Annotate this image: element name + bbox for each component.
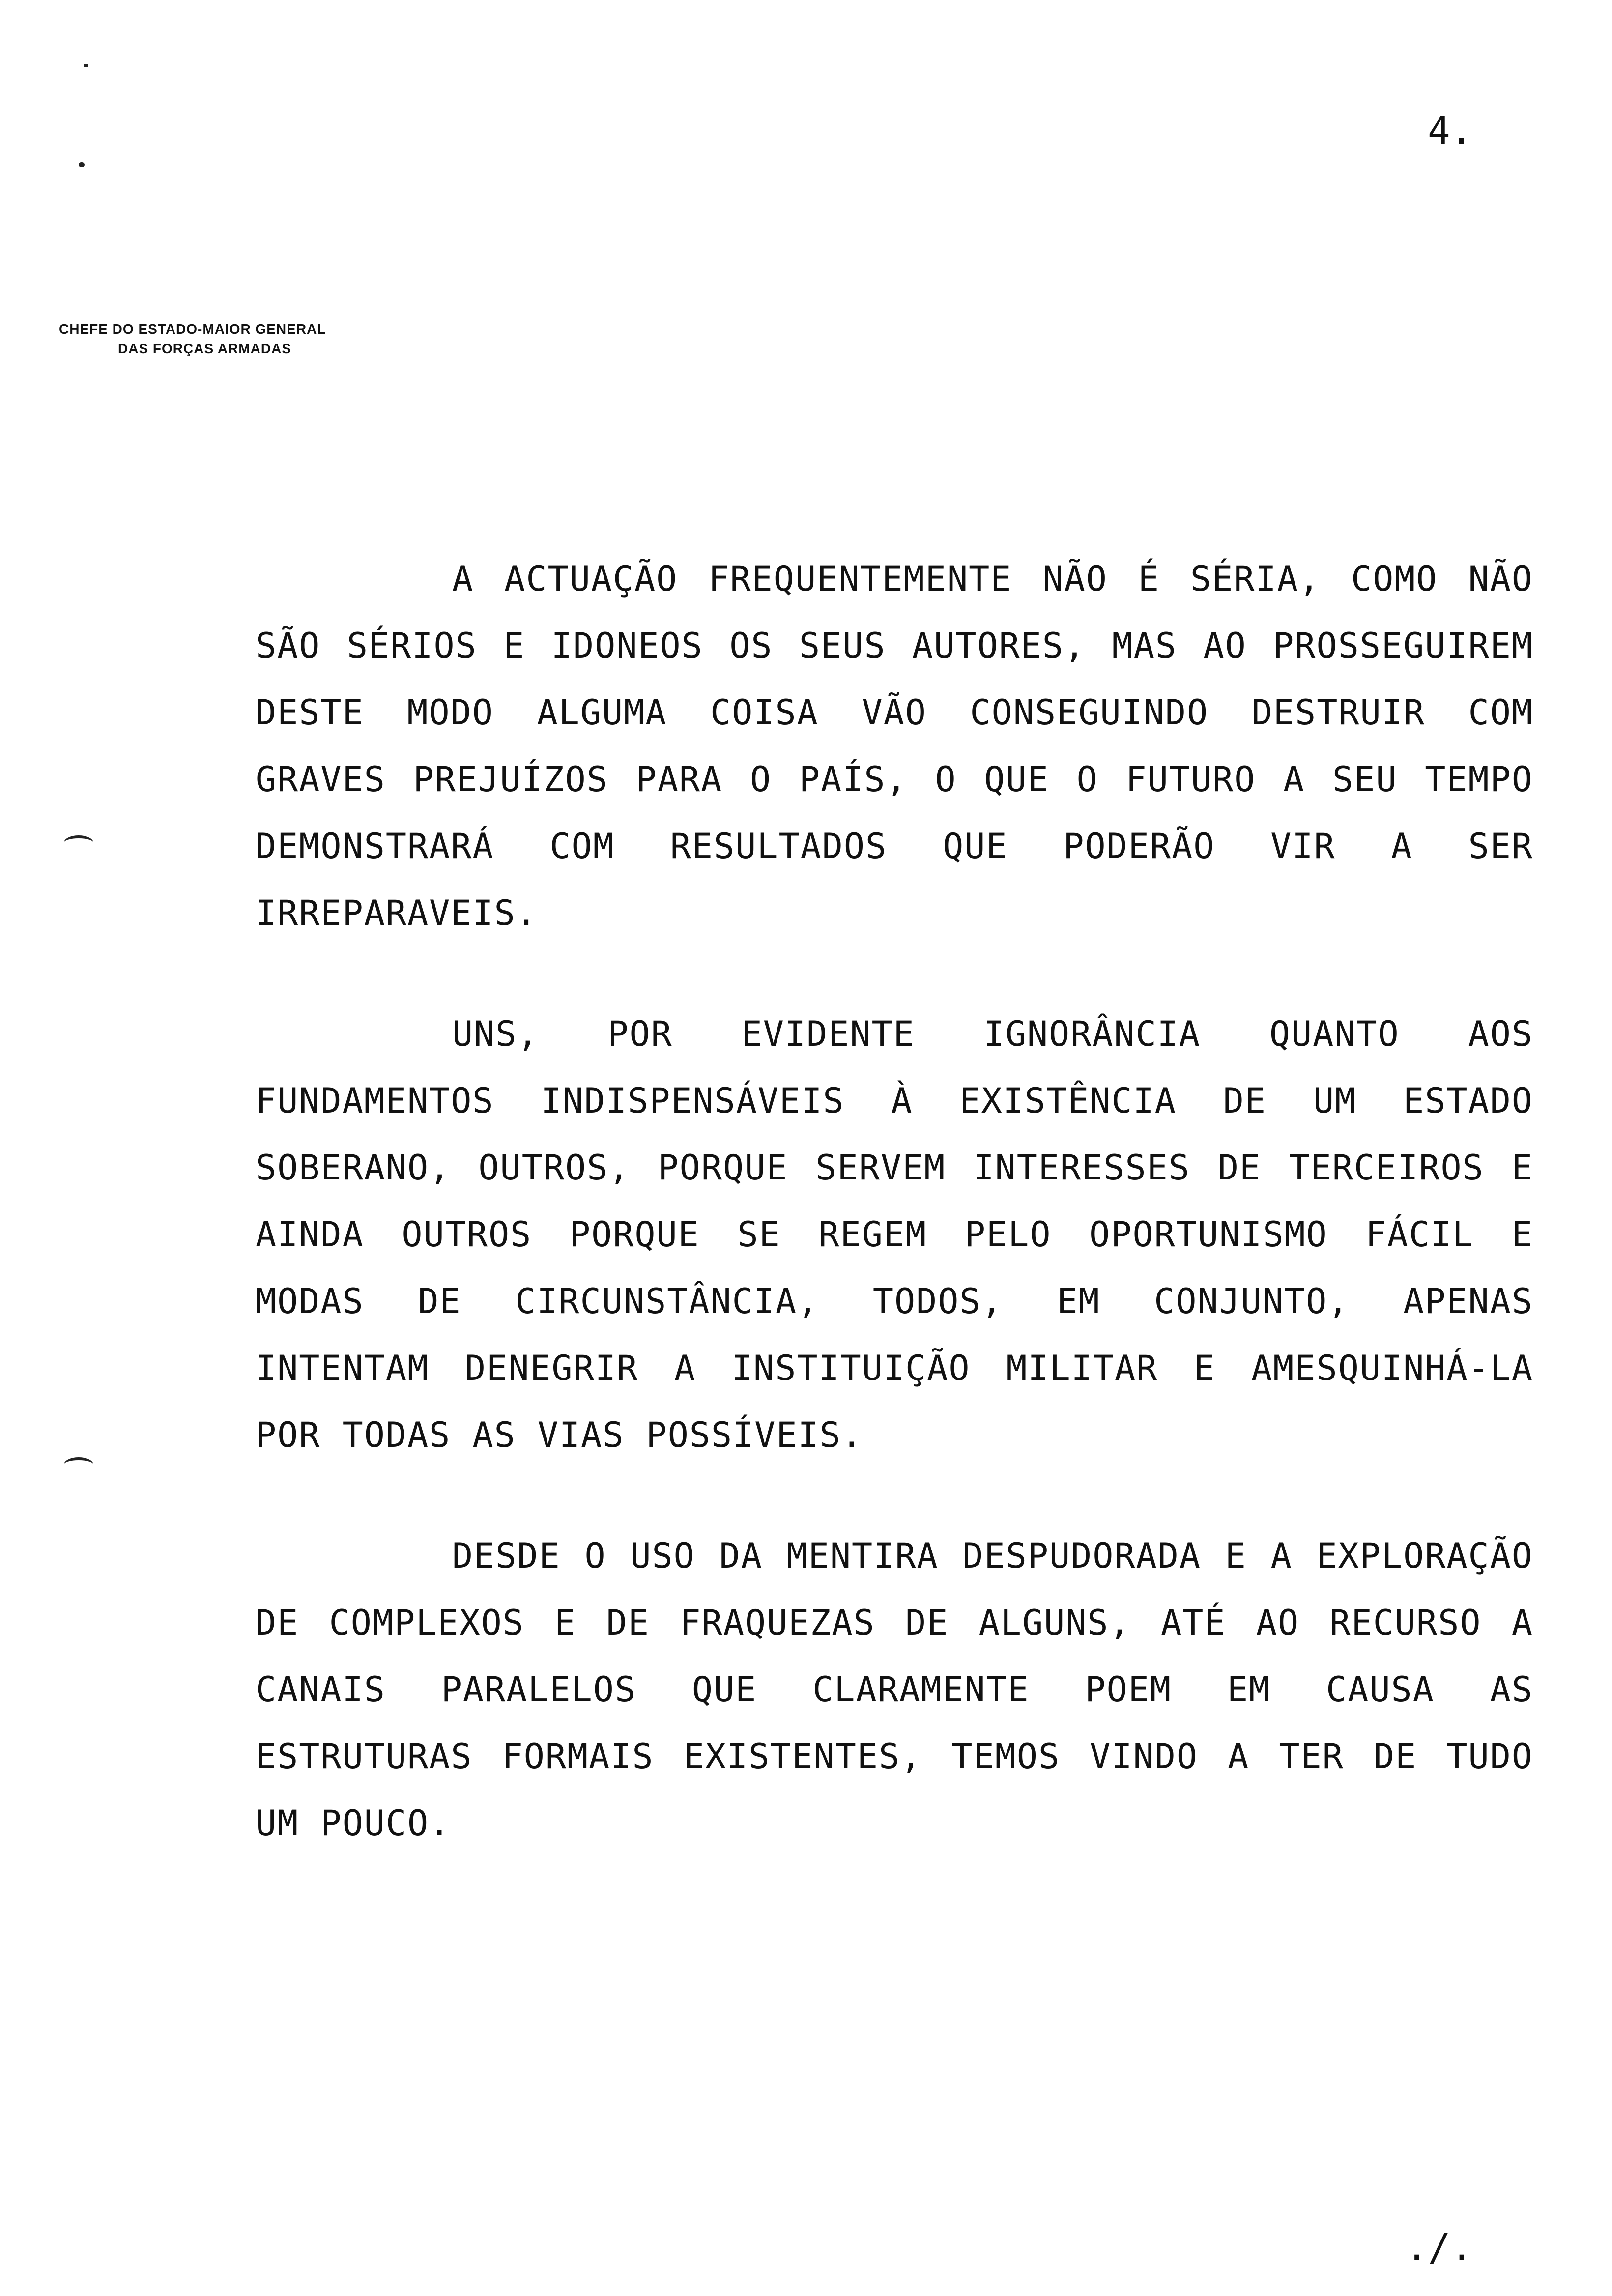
scan-speck	[84, 64, 88, 67]
continuation-mark: ./.	[1406, 2225, 1473, 2269]
scan-speck	[79, 162, 85, 167]
paragraph-1	[256, 545, 1533, 947]
punch-hole-mark	[64, 835, 93, 850]
letterhead-line-1: CHEFE DO ESTADO-MAIOR GENERAL	[59, 321, 326, 337]
paragraph-text: A ACTUAÇÃO FREQUENTEMENTE NÃO É SÉRIA, COMO NÃO SÃO SÉRIOS E IDONEOS OS SEUS AUTORES, MAS AO PROSSEGUIREM DESTE MODO ALGUMA COISA VÃO CONSEGUINDO DESTRUIR COM GRAVES PREJUÍZOS PARA O PAÍS, O QUE O FUTURO A SEU TEMPO DEMONSTRARÁ COM RESULTADOS QUE PODERÃO VIR A SER IRREPARAVEIS.	[256, 559, 1533, 933]
paragraph-2	[256, 1001, 1533, 1468]
paragraph-text: DESDE O USO DA MENTIRA DESPUDORADA E A EXPLORAÇÃO DE COMPLEXOS E DE FRAQUEZAS DE ALGUNS, ATÉ AO RECURSO A CANAIS PARALELOS QUE CLARAMENTE POEM EM CAUSA AS ESTRUTURAS FORMAIS EXISTENTES, TEMOS VINDO A TER DE TUDO UM POUCO.	[256, 1536, 1533, 1843]
paragraph-text: UNS, POR EVIDENTE IGNORÂNCIA QUANTO AOS FUNDAMENTOS INDISPENSÁVEIS À EXISTÊNCIA DE UM ESTADO SOBERANO, OUTROS, PORQUE SERVEM INTERESSES DE TERCEIROS E AINDA OUTROS PORQUE SE REGEM PELO OPORTUNISMO FÁCIL E MODAS DE CIRCUNSTÂNCIA, TODOS, EM CONJUNTO, APENAS INTENTAM DENEGRIR A INSTITUIÇÃO MILITAR E AMESQUINHÁ-LA POR TODAS AS VIAS POSSÍVEIS.	[256, 1014, 1533, 1455]
paragraph-3	[256, 1522, 1533, 1857]
letterhead-line-2: DAS FORÇAS ARMADAS	[118, 341, 291, 356]
page-number: 4.	[1428, 109, 1473, 152]
letterhead	[59, 319, 326, 359]
punch-hole-mark	[64, 1457, 93, 1472]
